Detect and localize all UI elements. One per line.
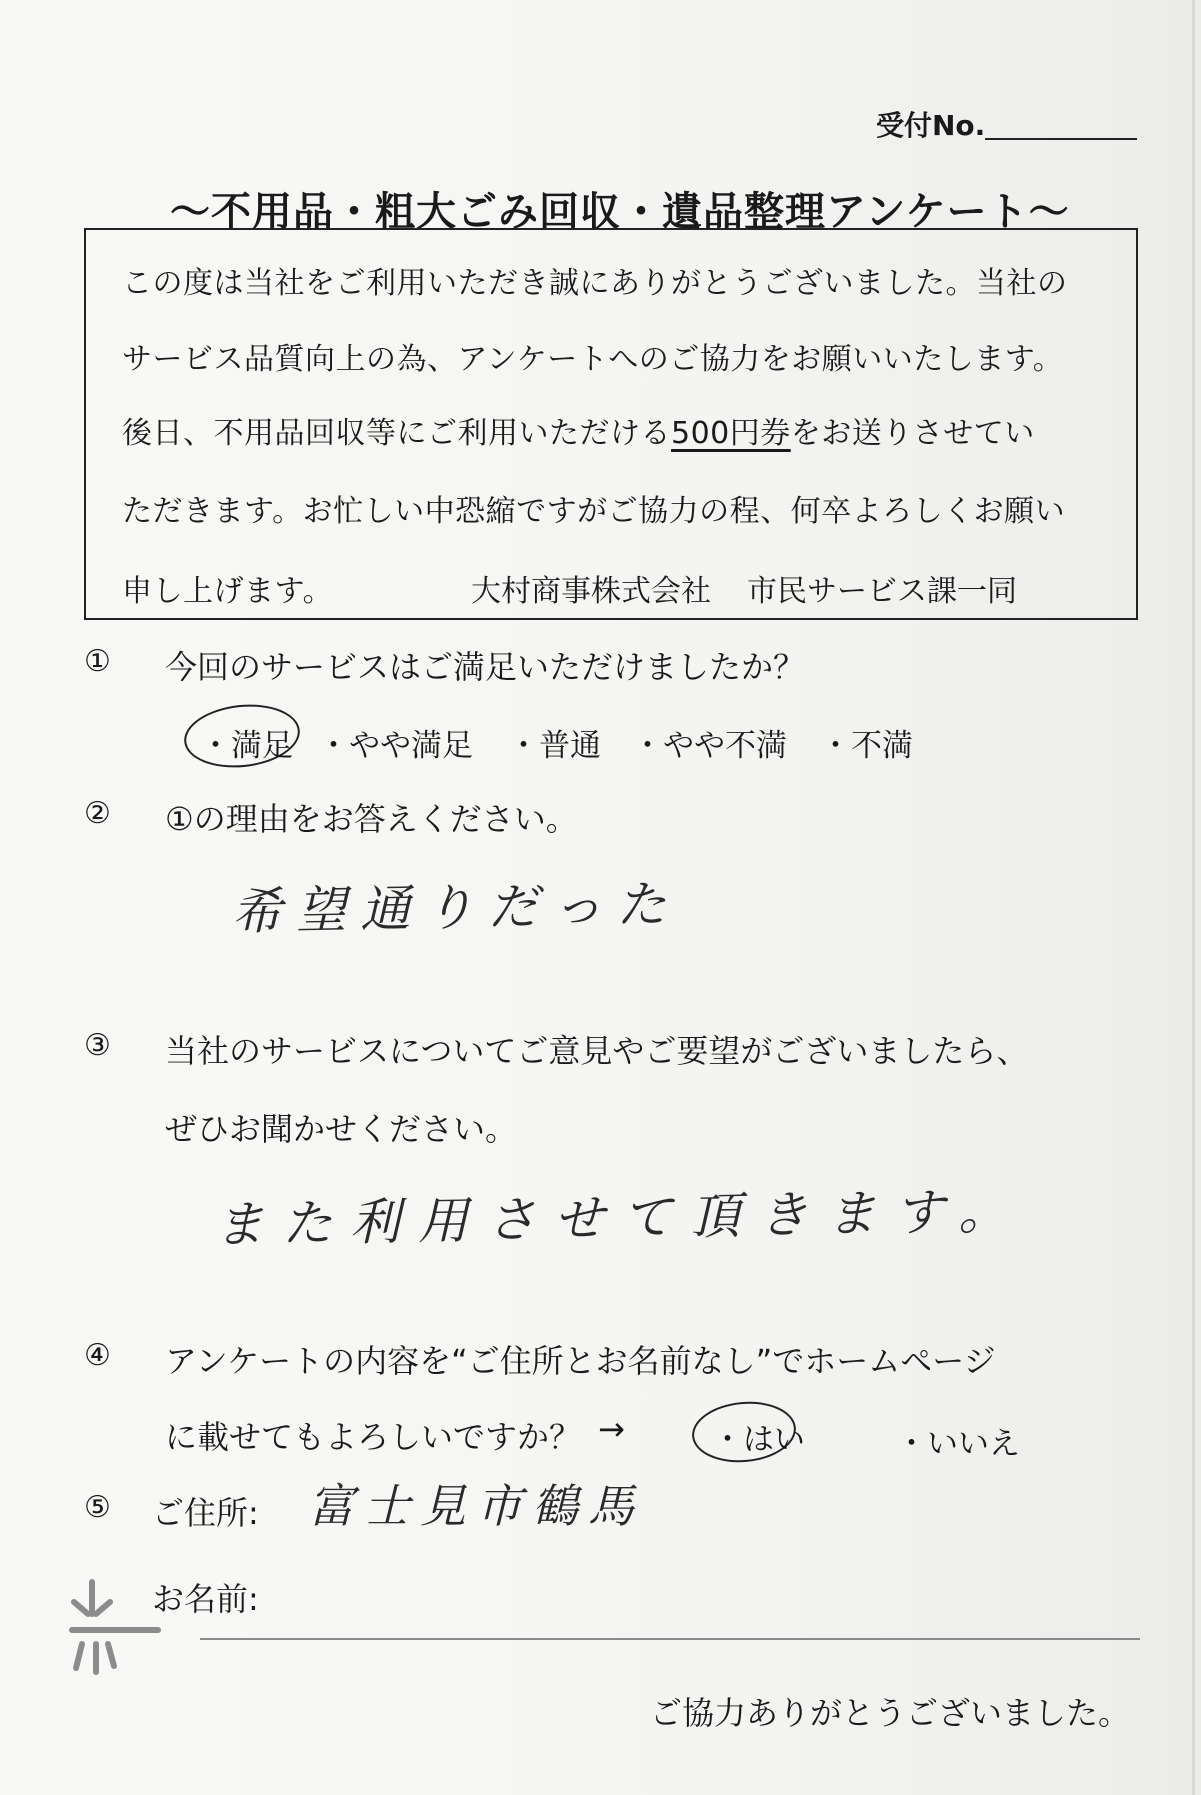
- intro-line-3-start: 後日、不用品回収等にご利用いただける: [122, 416, 671, 451]
- address-label: ご住所:: [152, 1494, 259, 1532]
- question-4-text-line-1: アンケートの内容を“ご住所とお名前なし”でホームページ: [165, 1342, 996, 1380]
- name-label: お名前:: [152, 1580, 259, 1618]
- intro-line-1: この度は当社をご利用いただき誠にありがとうございました。当社の: [122, 266, 1068, 301]
- q1-option-somewhat-dissatisfied[interactable]: ・やや不満: [632, 728, 787, 764]
- question-1-text: 今回のサービスはご満足いただけましたか？: [165, 648, 806, 686]
- question-4-text-line-2: に載せてもよろしいですか？: [165, 1418, 582, 1456]
- q4-option-no[interactable]: ・いいえ: [896, 1426, 1020, 1462]
- question-4-number: ④: [84, 1338, 111, 1373]
- department-name: 市民サービス課一同: [747, 574, 1017, 609]
- intro-line-2: サービス品質向上の為、アンケートへのご協力をお願いいたします。: [122, 342, 1064, 377]
- q1-option-somewhat-satisfied[interactable]: ・やや満足: [318, 728, 473, 764]
- intro-signature: [471, 566, 1017, 610]
- intro-line-3: [122, 408, 1035, 452]
- decorative-mark: [62, 1572, 162, 1682]
- q1-option-dissatisfied[interactable]: ・不満: [820, 728, 913, 764]
- name-field-line[interactable]: [200, 1638, 1140, 1640]
- question-5-number: ⑤: [84, 1490, 111, 1525]
- question-3-number: ③: [84, 1028, 111, 1063]
- voucher-highlight: 500円券: [671, 416, 791, 451]
- survey-title: 〜不用品・粗大ごみ回収・遺品整理アンケート〜: [170, 189, 1070, 235]
- receipt-number-field[interactable]: [985, 138, 1137, 140]
- question-2-text: ①の理由をお答えください。: [165, 800, 578, 838]
- company-name: 大村商事株式会社: [471, 574, 711, 609]
- intro-line-3-end: をお送りさせてい: [790, 416, 1035, 451]
- question-3-text-line-1: 当社のサービスについてご意見やご要望がございましたら、: [165, 1032, 1029, 1070]
- q1-option-neutral[interactable]: ・普通: [508, 728, 601, 764]
- address-handwritten-value[interactable]: 富士見市鶴馬: [308, 1479, 644, 1533]
- receipt-number-label: 受付No.: [876, 109, 986, 142]
- paper-edge: [1192, 0, 1195, 1795]
- intro-line-5: 申し上げます。: [122, 574, 334, 609]
- closing-thanks: ご協力ありがとうございました。: [650, 1694, 1131, 1732]
- intro-line-4: ただきます。お忙しい中恐縮ですがご協力の程、何卒よろしくお願い: [122, 494, 1066, 529]
- q3-handwritten-answer[interactable]: また利用させて頂きます。: [213, 1181, 1027, 1255]
- question-1-number: ①: [84, 644, 111, 679]
- intro-box: [84, 228, 1138, 620]
- q4-option-yes[interactable]: ・はい: [712, 1422, 805, 1458]
- question-2-number: ②: [84, 796, 111, 831]
- q1-option-satisfied[interactable]: ・満足: [200, 728, 293, 764]
- q2-handwritten-answer[interactable]: 希望通りだった: [231, 875, 681, 941]
- question-3-text-line-2: ぜひお聞かせください。: [165, 1110, 518, 1148]
- arrow-icon: →: [598, 1410, 625, 1448]
